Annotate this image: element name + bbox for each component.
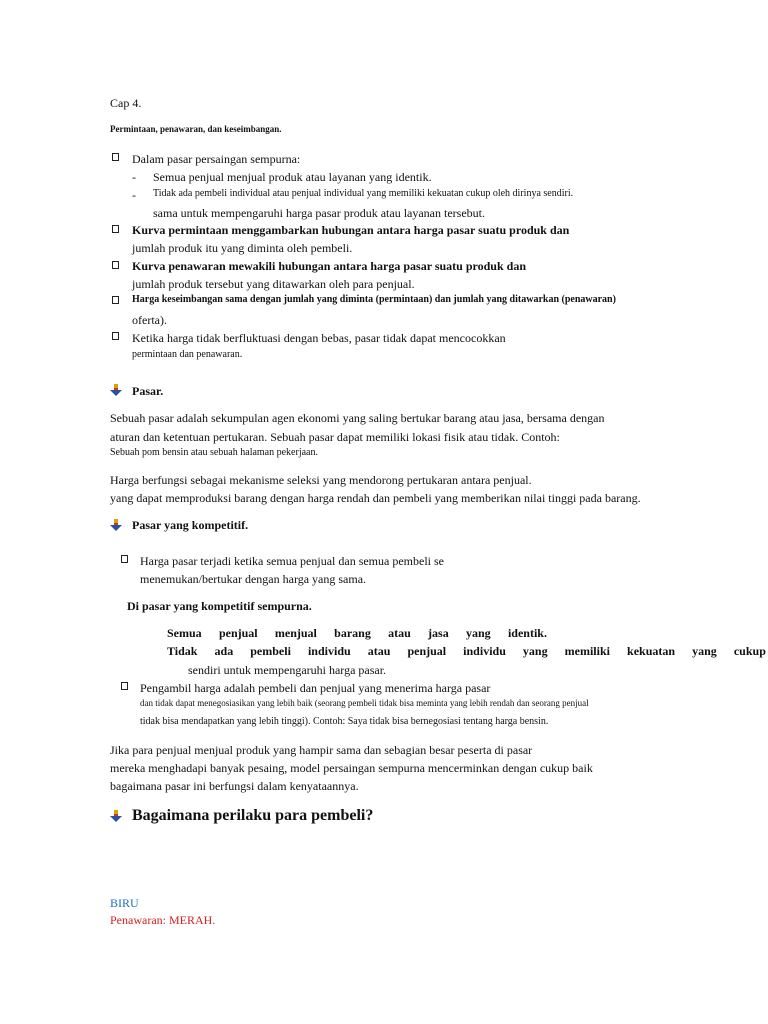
word: penjual (407, 644, 447, 658)
bullet-continuation: menemukan/bertukar dengan harga yang sama. (140, 572, 367, 586)
bullet-text: Pengambil harga adalah pembeli dan penjual yang menerima harga pasar (140, 681, 491, 695)
checkbox-icon (112, 225, 119, 233)
word: yang (692, 644, 717, 658)
word: Tidak (167, 644, 198, 658)
word: memiliki (564, 644, 610, 658)
chapter-subtitle: Permintaan, penawaran, dan keseimbangan. (110, 124, 282, 134)
bullet-continuation: jumlah produk tersebut yang ditawarkan oleh para penjual. (132, 277, 415, 291)
word: Semua (167, 626, 202, 640)
continuation-line: sendiri untuk mempengaruhi harga pasar. (188, 663, 387, 677)
paragraph-line: Sebuah pom bensin atau sebuah halaman pekerjaan. (110, 447, 318, 458)
word: atau (367, 644, 391, 658)
paragraph-line: yang dapat memproduksi barang dengan harga rendah dan pembeli yang memberikan nilai tinggi pada barang. (110, 491, 641, 505)
bullet-text: Kurva penawaran mewakili hubungan antara harga pasar suatu produk dan (132, 259, 526, 273)
word: yang (522, 644, 548, 658)
legend-blue: BIRU (110, 896, 139, 910)
word: identik. (507, 626, 547, 640)
paragraph-line: bagaimana pasar ini berfungsi dalam kenyataannya. (110, 779, 359, 793)
section-heading-kompetitif: Pasar yang kompetitif. (132, 518, 249, 532)
bullet-continuation: tidak bisa mendapatkan yang lebih tinggi). Contoh: Saya tidak bisa bernegosiasi tentang harga bensin. (140, 716, 549, 727)
word: cukup (733, 644, 766, 658)
sub-bullet-text: Semua penjual menjual produk atau layanan yang identik. (153, 170, 432, 184)
bullet-continuation: dan tidak dapat menegosiasikan yang lebih baik (seorang pembeli tidak bisa meminta yang lebih rendah dan seorang penjual (140, 698, 589, 708)
bullet-continuation: oferta). (132, 313, 167, 327)
word: yang (465, 626, 491, 640)
bullet-continuation: jumlah produk itu yang diminta oleh pembeli. (132, 241, 353, 255)
dash-icon: - (132, 170, 136, 184)
arrow-down-icon (110, 519, 122, 531)
chapter-label: Cap 4. (110, 96, 142, 110)
paragraph-line: Jika para penjual menjual produk yang hampir sama dan sebagian besar peserta di pasar (110, 743, 533, 757)
word: pembeli (250, 644, 291, 658)
word: individu (463, 644, 506, 658)
justified-line-1 (167, 627, 547, 639)
word: penjual (218, 626, 258, 640)
bullet-text: Harga pasar terjadi ketika semua penjual dan semua pembeli se (140, 554, 444, 568)
checkbox-icon (112, 332, 119, 340)
word: ada (214, 644, 234, 658)
paragraph-line: mereka menghadapi banyak pesaing, model persaingan sempurna mencerminkan dengan cukup baik (110, 761, 593, 775)
arrow-down-icon (110, 810, 122, 822)
checkbox-icon (121, 682, 128, 690)
bullet-text: Ketika harga tidak berfluktuasi dengan bebas, pasar tidak dapat mencocokkan (132, 331, 506, 345)
bullet-continuation: permintaan dan penawaran. (132, 349, 243, 360)
dash-icon: - (132, 188, 136, 202)
sub-bullet-continuation: sama untuk mempengaruhi harga pasar produk atau layanan tersebut. (153, 206, 485, 220)
word: menjual (274, 626, 317, 640)
checkbox-icon (112, 153, 119, 161)
paragraph-line: Harga berfungsi sebagai mekanisme seleksi yang mendorong pertukaran antara penjual. (110, 473, 532, 487)
justified-line-2 (167, 645, 766, 657)
checkbox-icon (112, 296, 119, 304)
paragraph-line: Sebuah pasar adalah sekumpulan agen ekonomi yang saling bertukar barang atau jasa, bersama dengan (110, 411, 605, 425)
sub-bullet-text: Tidak ada pembeli individual atau penjual individual yang memiliki kekuatan cukup oleh dirinya sendiri. (153, 188, 574, 199)
section-heading-pasar: Pasar. (132, 384, 164, 398)
word: atau (388, 626, 411, 640)
checkbox-icon (121, 555, 128, 563)
arrow-down-icon (110, 384, 122, 396)
bullet-text: Harga keseimbangan sama dengan jumlah yang diminta (permintaan) dan jumlah yang ditawarkan (penawaran) (132, 294, 616, 305)
paragraph-line: aturan dan ketentuan pertukaran. Sebuah pasar dapat memiliki lokasi fisik atau tidak. Contoh: (110, 430, 560, 444)
sub-heading: Di pasar yang kompetitif sempurna. (127, 599, 312, 613)
word: individu (307, 644, 351, 658)
section-heading-perilaku: Bagaimana perilaku para pembeli? (132, 807, 374, 824)
bullet-text: Kurva permintaan menggambarkan hubungan antara harga pasar suatu produk dan (132, 223, 570, 237)
word: barang (334, 626, 371, 640)
legend-red: Penawaran: MERAH. (110, 913, 216, 927)
checkbox-icon (112, 261, 119, 269)
word: kekuatan (627, 644, 676, 658)
word: jasa (428, 626, 449, 640)
bullet-text: Dalam pasar persaingan sempurna: (132, 152, 301, 166)
